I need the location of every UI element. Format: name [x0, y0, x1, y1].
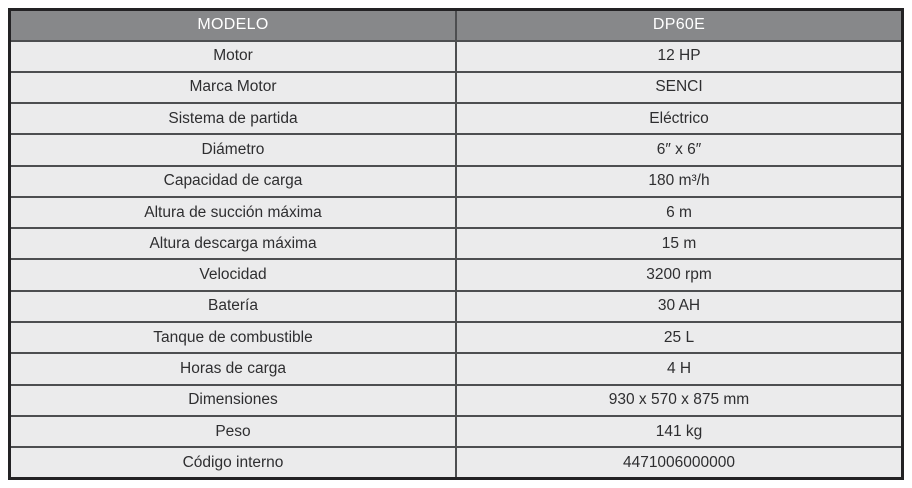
header-model-label: MODELO	[10, 10, 457, 41]
spec-label-cell: Velocidad	[10, 259, 457, 290]
spec-value-cell: 30 AH	[456, 291, 903, 322]
spec-row-tanque-de-combustible	[10, 322, 903, 353]
spec-row-bateria	[10, 291, 903, 322]
spec-row-altura-succion-maxima	[10, 197, 903, 228]
spec-row-dimensiones	[10, 385, 903, 416]
spec-row-codigo-interno	[10, 447, 903, 478]
spec-label-cell: Capacidad de carga	[10, 166, 457, 197]
spec-label-cell: Tanque de combustible	[10, 322, 457, 353]
spec-value-cell: 6″ x 6″	[456, 134, 903, 165]
spec-row-velocidad	[10, 259, 903, 290]
header-model-value: DP60E	[456, 10, 903, 41]
spec-value-cell: Eléctrico	[456, 103, 903, 134]
spec-value-cell: 15 m	[456, 228, 903, 259]
spec-header-row	[10, 10, 903, 41]
spec-value-cell: SENCI	[456, 72, 903, 103]
spec-value-cell: 4 H	[456, 353, 903, 384]
spec-row-horas-de-carga	[10, 353, 903, 384]
spec-label-cell: Peso	[10, 416, 457, 447]
spec-label-cell: Batería	[10, 291, 457, 322]
spec-label-cell: Altura descarga máxima	[10, 228, 457, 259]
spec-table-container	[8, 8, 904, 480]
spec-label-cell: Altura de succión máxima	[10, 197, 457, 228]
spec-label-cell: Motor	[10, 41, 457, 72]
spec-row-marca-motor	[10, 72, 903, 103]
spec-value-cell: 12 HP	[456, 41, 903, 72]
spec-label-cell: Horas de carga	[10, 353, 457, 384]
spec-value-cell: 6 m	[456, 197, 903, 228]
spec-row-altura-descarga-maxima	[10, 228, 903, 259]
spec-value-cell: 25 L	[456, 322, 903, 353]
spec-table	[8, 8, 904, 480]
spec-label-cell: Marca Motor	[10, 72, 457, 103]
spec-value-cell: 180 m³/h	[456, 166, 903, 197]
spec-value-cell: 4471006000000	[456, 447, 903, 478]
spec-label-cell: Dimensiones	[10, 385, 457, 416]
spec-value-cell: 141 kg	[456, 416, 903, 447]
spec-row-diametro	[10, 134, 903, 165]
spec-row-peso	[10, 416, 903, 447]
spec-value-cell: 930 x 570 x 875 mm	[456, 385, 903, 416]
spec-label-cell: Diámetro	[10, 134, 457, 165]
spec-label-cell: Sistema de partida	[10, 103, 457, 134]
spec-row-capacidad-de-carga	[10, 166, 903, 197]
spec-row-motor	[10, 41, 903, 72]
spec-label-cell: Código interno	[10, 447, 457, 478]
spec-row-sistema-de-partida	[10, 103, 903, 134]
spec-value-cell: 3200 rpm	[456, 259, 903, 290]
